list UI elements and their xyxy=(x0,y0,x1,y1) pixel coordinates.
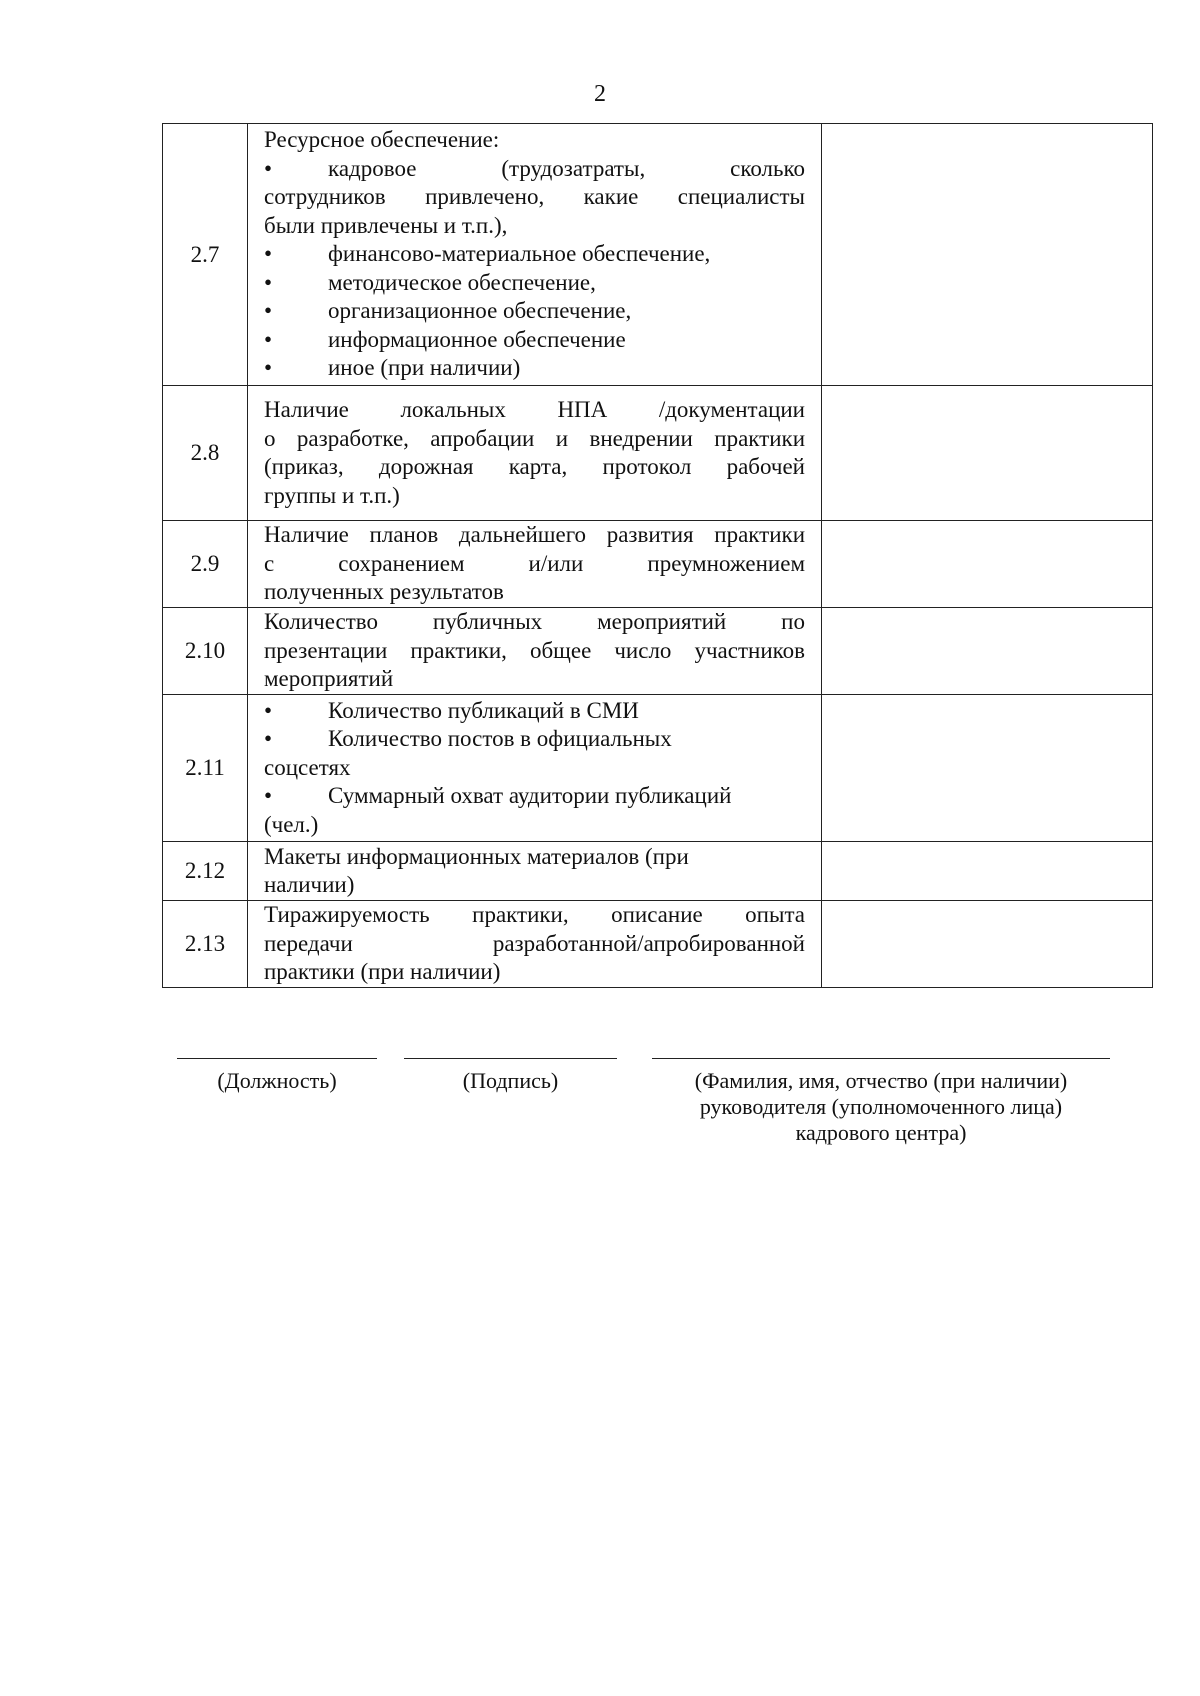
answer-cell[interactable] xyxy=(822,695,1153,842)
table-row xyxy=(163,695,1153,842)
row-description: Количество публичных мероприятий по презентации практики, общее число участников мероприятий xyxy=(248,608,822,695)
answer-cell[interactable] xyxy=(822,124,1153,386)
bullet-icon: • xyxy=(264,241,273,267)
name-line[interactable] xyxy=(652,1058,1110,1059)
row-number: 2.12 xyxy=(163,842,248,901)
bullet-icon: • xyxy=(264,355,273,381)
name-label-line-1: (Фамилия, имя, отчество (при наличии) xyxy=(694,1068,1068,1093)
row-description: Наличие локальных НПА /документации о разработке, апробации и внедрении практики (приказ, дорожная карта, протокол рабочей группы и т.п.) xyxy=(248,386,822,521)
row-number: 2.7 xyxy=(163,124,248,386)
position-line[interactable] xyxy=(177,1058,377,1059)
name-label-line-3: кадрового центра) xyxy=(795,1120,967,1145)
answer-cell[interactable] xyxy=(822,842,1153,901)
table-row xyxy=(163,386,1153,521)
answer-cell[interactable] xyxy=(822,386,1153,521)
table-row xyxy=(163,901,1153,988)
list-item: • Суммарный охват аудитории публикаций xyxy=(264,782,805,811)
row-description xyxy=(248,695,822,842)
list-item: • организационное обеспечение, xyxy=(264,297,805,326)
bullet-icon: • xyxy=(264,326,273,352)
list-item-continuation: (чел.) xyxy=(264,811,319,837)
list-item: • методическое обеспечение, xyxy=(264,269,805,298)
list-item: • Количество публикаций в СМИ xyxy=(264,697,805,726)
list-item-continuation: соцсетях xyxy=(264,754,351,780)
row-number: 2.11 xyxy=(163,695,248,842)
bullet-icon: • xyxy=(264,697,273,723)
row-number: 2.8 xyxy=(163,386,248,521)
signature-line[interactable] xyxy=(404,1058,617,1059)
list-item-continuation: были привлечены и т.п.), xyxy=(264,212,508,238)
report-table xyxy=(162,123,1153,988)
list-item: • информационное обеспечение xyxy=(264,326,805,355)
row-number: 2.13 xyxy=(163,901,248,988)
list-item: • кадровое (трудозатраты, сколько xyxy=(264,155,805,184)
row-description: Макеты информационных материалов (при наличии) xyxy=(248,842,822,901)
row-number: 2.9 xyxy=(163,521,248,608)
table-row xyxy=(163,842,1153,901)
position-label: (Должность) xyxy=(217,1068,337,1093)
list-item: • финансово-материальное обеспечение, xyxy=(264,240,805,269)
bullet-icon: • xyxy=(264,155,273,181)
bullet-icon: • xyxy=(264,298,273,324)
signature-label: (Подпись) xyxy=(462,1068,559,1093)
row-description: Тиражируемость практики, описание опыта передачи разработанной/апробированной практики (при наличии) xyxy=(248,901,822,988)
list-item-continuation: сотрудников привлечено, какие специалисты xyxy=(264,184,805,210)
row-description xyxy=(248,124,822,386)
answer-cell[interactable] xyxy=(822,608,1153,695)
row-number: 2.10 xyxy=(163,608,248,695)
page-number: 2 xyxy=(594,81,606,107)
answer-cell[interactable] xyxy=(822,901,1153,988)
row-description: Наличие планов дальнейшего развития практики с сохранением и/или преумножением полученных результатов xyxy=(248,521,822,608)
table-row xyxy=(163,124,1153,386)
bullet-icon: • xyxy=(264,269,273,295)
list-item: • иное (при наличии) xyxy=(264,354,805,383)
resource-title: Ресурсное обеспечение: xyxy=(264,127,500,153)
answer-cell[interactable] xyxy=(822,521,1153,608)
table-row xyxy=(163,608,1153,695)
list-item: • Количество постов в официальных xyxy=(264,725,805,754)
bullet-icon: • xyxy=(264,783,273,809)
bullet-icon: • xyxy=(264,726,273,752)
name-label-line-2: руководителя (уполномоченного лица) xyxy=(699,1094,1063,1119)
table-row xyxy=(163,521,1153,608)
